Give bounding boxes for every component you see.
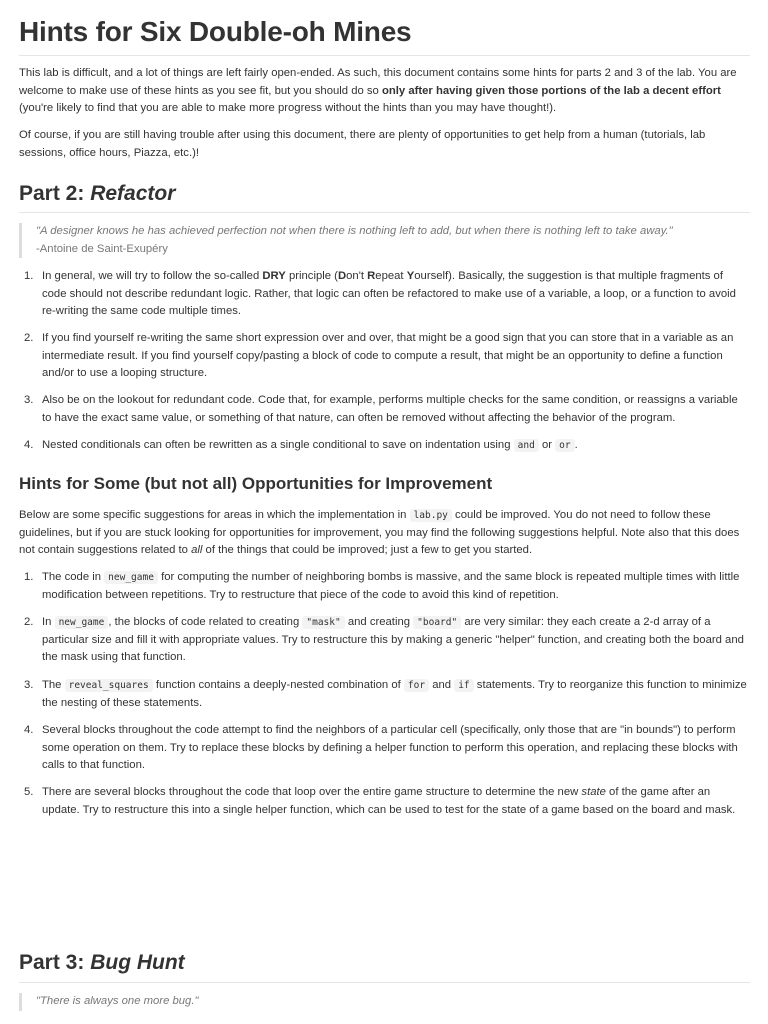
part3-heading: Part 3: Bug Hunt xyxy=(19,951,185,974)
quote-author: -Antoine de Saint-Exupéry xyxy=(36,242,168,255)
inline-code: and xyxy=(514,439,539,452)
hints-heading: Hints for Some (but not all) Opportunities for Improvement xyxy=(19,474,493,493)
list-item: 1. The code in new_game for computing the number of neighboring bombs is massive, and the same block is repeated multiple times with little modification between repetitions. Try to restructure that piece of the code to avoid this kind of repetition. xyxy=(24,571,740,601)
inline-code: for xyxy=(404,679,429,692)
inline-code: new_game xyxy=(104,571,158,584)
part2-divider xyxy=(19,212,750,213)
list-item: 4. Nested conditionals can often be rewritten as a single conditional to save on indentation using and or or . xyxy=(24,439,578,451)
list-item: 2. If you find yourself re-writing the same short expression over and over, that might be a good sign that you can store that in a variable as an intermediate result. If you find yourself copy/pasting a block of code to compute a result, that might be an opportunity to define a function and/or to use a looping structure. xyxy=(24,332,734,379)
inline-code: new_game xyxy=(55,616,109,629)
part3-divider xyxy=(19,982,750,983)
hints-list xyxy=(19,569,750,819)
part2-heading: Part 2: Refactor xyxy=(19,182,176,205)
list-item: 2. In new_game , the blocks of code related to creating "mask" and creating "board" are very similar: they each create a 2-d array of a particular size and fill it with appropriate values. Try to restructure this by making a generic "helper" function, and creating both the board and the mask using that function. xyxy=(24,616,744,663)
list-item: 5. There are several blocks throughout the code that loop over the entire game structure to determine the new state of the game after an update. Try to restructure this into a single helper function, which can be used to test for the state of a game based on the board and mask. xyxy=(24,786,736,816)
quote-text: "A designer knows he has achieved perfection not when there is nothing left to add, but when there is nothing left to take away." xyxy=(36,225,673,237)
part3-quote xyxy=(19,993,750,1011)
inline-code: reveal_squares xyxy=(65,679,153,692)
inline-code: or xyxy=(555,439,574,452)
list-item: 3. The reveal_squares function contains a deeply-nested combination of for and if statements. Try to reorganize this function to minimize the nesting of these statements. xyxy=(24,679,747,709)
inline-code: "mask" xyxy=(302,616,344,629)
part2-list xyxy=(19,268,750,455)
inline-code: if xyxy=(454,679,473,692)
page-title: Hints for Six Double-oh Mines xyxy=(19,16,412,47)
hints-intro: Below are some specific suggestions for areas in which the implementation in lab.py could be improved. You do not need to follow these guidelines, but if you are stuck looking for opportunities for improvement, you may find the following suggestions helpful. Note also that this does not contain suggestions related to all of the things that could be improved; just a few to get you started. xyxy=(19,509,740,556)
list-item: 3. Also be on the lookout for redundant code. Code that, for example, performs multiple checks for the same condition, or reassigns a variable to have the exact same value, or something of that nature, can often be removed without affecting the behavior of the program. xyxy=(24,394,738,424)
inline-code: lab.py xyxy=(410,509,452,522)
list-item: 4. Several blocks throughout the code attempt to find the neighbors of a particular cell (specifically, only those that are "in bounds") to perform some operation on them. Try to replace these blocks by defining a helper function to perform this operation, and replacing these blocks with calls to that function. xyxy=(24,724,738,771)
quote-text: "There is always one more bug." xyxy=(36,995,199,1007)
intro-paragraph-1: This lab is difficult, and a lot of things are left fairly open-ended. As such, this document contains some hints for parts 2 and 3 of the lab. You are welcome to make use of these hints as you see fit, but you should do so only after having given those portions of the lab a decent effort (you're likely to find that you are able to make more progress without the hints than you may have thought!). xyxy=(19,67,737,114)
part2-quote xyxy=(19,223,750,258)
inline-code: "board" xyxy=(413,616,461,629)
list-item: 1. In general, we will try to follow the so-called DRY principle (Don't Repeat Yourself). Basically, the suggestion is that multiple fragments of code should not describe redundant logic. Rather, that logic can often be refactored to make use of a variable, a loop, or a function to avoid re-writing the same code multiple times. xyxy=(24,270,736,317)
intro-paragraph-2: Of course, if you are still having trouble after using this document, there are plenty of opportunities to get help from a human (tutorials, lab sessions, office hours, Piazza, etc.)! xyxy=(19,129,706,159)
title-divider xyxy=(19,55,750,56)
